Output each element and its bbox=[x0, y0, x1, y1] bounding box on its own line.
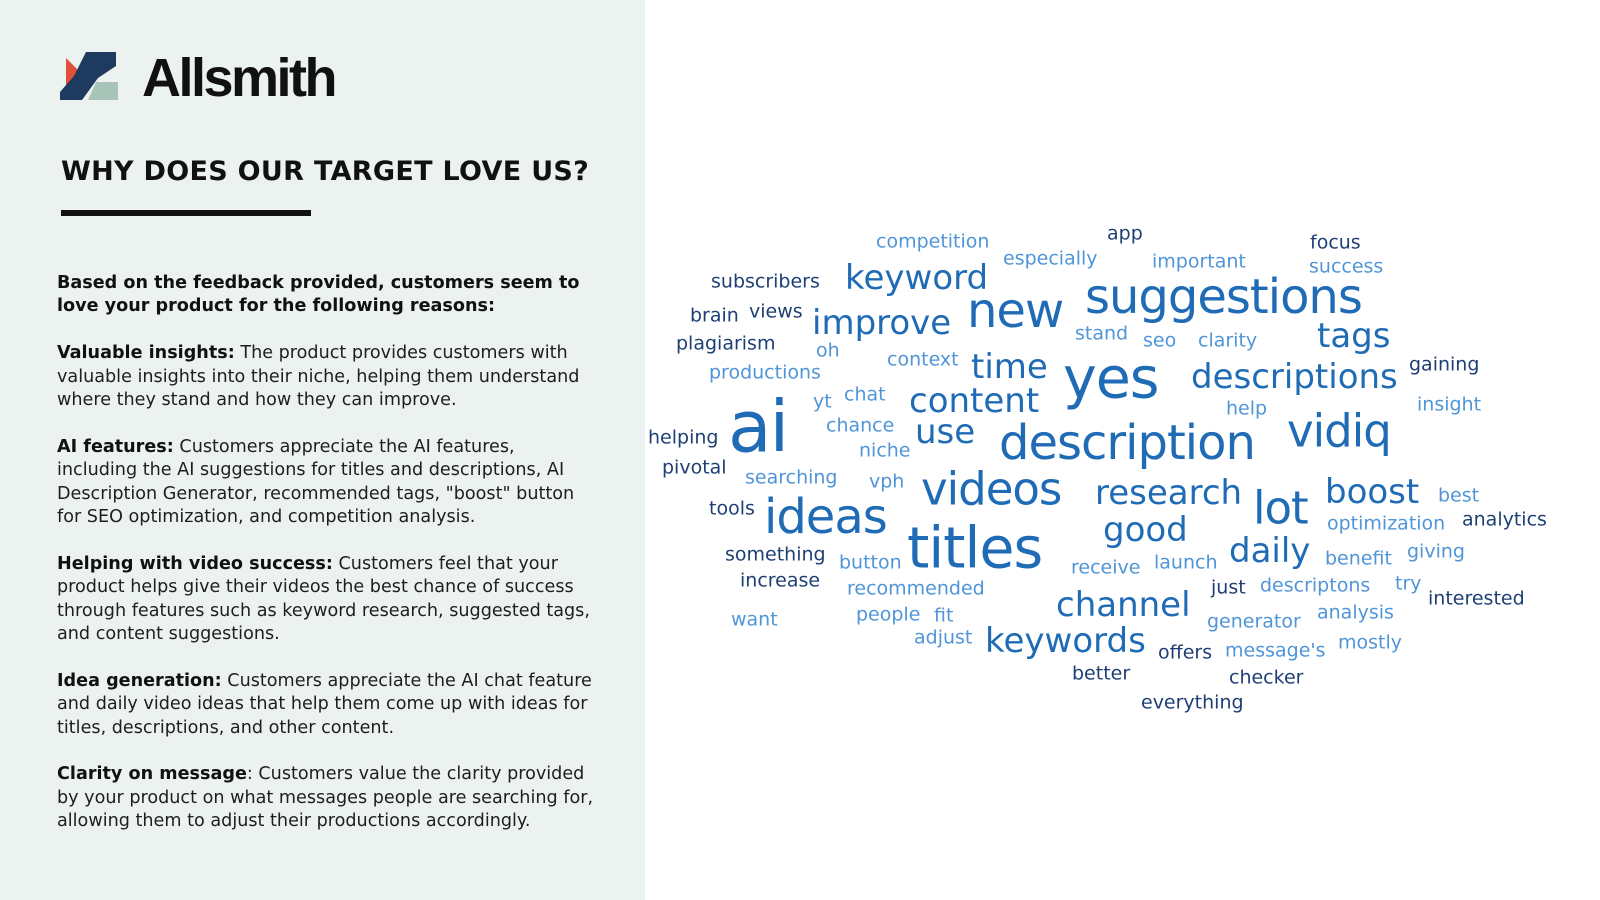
cloud-word-increase: increase bbox=[740, 569, 821, 592]
cloud-word-clarity: clarity bbox=[1198, 329, 1258, 352]
cloud-word-insight: insight bbox=[1417, 393, 1482, 416]
cloud-word-views: views bbox=[749, 300, 803, 323]
cloud-word-success: success bbox=[1309, 255, 1384, 278]
cloud-word-titles: titles bbox=[907, 515, 1043, 582]
cloud-word-keyword: keyword bbox=[845, 258, 989, 298]
reason-title: AI features: bbox=[57, 436, 174, 457]
cloud-word-offers: offers bbox=[1158, 641, 1213, 664]
cloud-word-brain: brain bbox=[690, 304, 739, 327]
reason-paragraph bbox=[57, 670, 597, 740]
cloud-word-chat: chat bbox=[844, 383, 886, 406]
cloud-word-yes: yes bbox=[1063, 345, 1159, 412]
cloud-word-focus: focus bbox=[1310, 231, 1361, 254]
cloud-word-stand: stand bbox=[1075, 322, 1129, 345]
cloud-word-use: use bbox=[915, 412, 976, 452]
cloud-word-fit: fit bbox=[934, 604, 954, 627]
cloud-word-productions: productions bbox=[709, 361, 821, 384]
cloud-word-better: better bbox=[1072, 662, 1131, 685]
cloud-word-content: content bbox=[909, 381, 1040, 421]
cloud-word-important: important bbox=[1152, 250, 1246, 273]
cloud-word-suggestions: suggestions bbox=[1085, 269, 1362, 325]
cloud-word-especially: especially bbox=[1003, 247, 1098, 270]
cloud-word-everything: everything bbox=[1141, 691, 1244, 714]
reason-title: Valuable insights: bbox=[57, 343, 235, 364]
allsmith-logo-mark-icon bbox=[60, 52, 120, 104]
reason-paragraph bbox=[57, 763, 597, 833]
cloud-word-chance: chance bbox=[826, 414, 895, 437]
page-title: WHY DOES OUR TARGET LOVE US? bbox=[61, 156, 590, 187]
cloud-word-niche: niche bbox=[859, 439, 911, 462]
cloud-word-best: best bbox=[1438, 484, 1480, 507]
reason-title: Idea generation: bbox=[57, 670, 222, 691]
cloud-word-ai: ai bbox=[728, 385, 788, 469]
cloud-word-recommended: recommended bbox=[847, 577, 985, 600]
cloud-word-adjust: adjust bbox=[914, 626, 973, 649]
cloud-word-analysis: analysis bbox=[1317, 601, 1394, 624]
cloud-word-gaining: gaining bbox=[1409, 353, 1480, 376]
cloud-word-benefit: benefit bbox=[1325, 547, 1392, 570]
cloud-word-message-s: message's bbox=[1225, 639, 1326, 662]
cloud-word-searching: searching bbox=[745, 466, 838, 489]
reason-text: Customers feel that your product helps give their videos the best chance of success through features such as keyword research, suggested tags, and content suggestions. bbox=[57, 553, 590, 645]
cloud-word-optimization: optimization bbox=[1327, 512, 1446, 535]
cloud-word-new: new bbox=[967, 283, 1064, 339]
reason-paragraph bbox=[57, 342, 597, 412]
cloud-word-good: good bbox=[1103, 510, 1188, 550]
cloud-word-receive: receive bbox=[1071, 556, 1141, 579]
left-panel bbox=[0, 0, 645, 900]
title-underline bbox=[61, 210, 311, 216]
cloud-word-something: something bbox=[725, 543, 826, 566]
cloud-word-videos: videos bbox=[921, 462, 1062, 516]
cloud-word-subscribers: subscribers bbox=[711, 270, 820, 293]
cloud-word-ideas: ideas bbox=[764, 489, 887, 545]
cloud-word-yt: yt bbox=[813, 390, 832, 413]
cloud-word-context: context bbox=[887, 348, 959, 371]
reason-paragraph bbox=[57, 553, 597, 647]
cloud-word-keywords: keywords bbox=[985, 621, 1146, 661]
cloud-word-description: description bbox=[999, 415, 1255, 471]
cloud-word-helping: helping bbox=[648, 426, 719, 449]
brand-logo bbox=[60, 48, 336, 108]
reason-paragraph bbox=[57, 436, 597, 530]
cloud-word-pivotal: pivotal bbox=[662, 456, 727, 479]
cloud-word-research: research bbox=[1095, 473, 1243, 513]
cloud-word-boost: boost bbox=[1325, 472, 1420, 512]
reason-title: Helping with video success: bbox=[57, 553, 333, 574]
cloud-word-competition: competition bbox=[876, 230, 990, 253]
brand-name: Allsmith bbox=[142, 48, 336, 108]
cloud-word-checker: checker bbox=[1229, 666, 1304, 689]
cloud-word-launch: launch bbox=[1154, 551, 1218, 574]
cloud-word-try: try bbox=[1395, 572, 1422, 595]
cloud-word-plagiarism: plagiarism bbox=[676, 332, 776, 355]
reason-text: Customers appreciate the AI features, including the AI suggestions for titles and descriptions, AI Description Generator, recommended tags, "boost" button for SEO optimization, and competition analysis. bbox=[57, 436, 575, 528]
cloud-word-time: time bbox=[971, 347, 1048, 387]
cloud-word-descriptons: descriptons bbox=[1260, 574, 1371, 597]
cloud-word-vidiq: vidiq bbox=[1287, 404, 1391, 458]
reason-text: The product provides customers with valuable insights into their niche, helping them understand where they stand and how they can improve. bbox=[57, 343, 580, 411]
cloud-word-help: help bbox=[1226, 397, 1268, 420]
cloud-word-oh: oh bbox=[816, 339, 840, 362]
feedback-summary bbox=[57, 272, 597, 857]
word-cloud bbox=[645, 0, 1600, 900]
cloud-word-daily: daily bbox=[1229, 531, 1311, 571]
cloud-word-people: people bbox=[856, 603, 921, 626]
cloud-word-channel: channel bbox=[1056, 585, 1191, 625]
reason-text: : Customers value the clarity provided by your product on what messages people are searching for, allowing them to adjust their productions accordingly. bbox=[57, 764, 594, 832]
cloud-word-descriptions: descriptions bbox=[1191, 357, 1398, 397]
cloud-word-generator: generator bbox=[1207, 610, 1301, 633]
reason-text: Customers appreciate the AI chat feature and daily video ideas that help them come up with ideas for titles, descriptions, and other content. bbox=[57, 670, 592, 738]
cloud-word-seo: seo bbox=[1143, 329, 1177, 352]
cloud-word-want: want bbox=[731, 608, 778, 631]
cloud-word-improve: improve bbox=[812, 303, 952, 343]
cloud-word-app: app bbox=[1107, 222, 1143, 245]
cloud-word-tools: tools bbox=[709, 497, 755, 520]
cloud-word-lot: lot bbox=[1253, 481, 1308, 535]
cloud-word-analytics: analytics bbox=[1462, 508, 1547, 531]
cloud-word-vph: vph bbox=[869, 470, 905, 493]
cloud-word-just: just bbox=[1211, 576, 1246, 599]
intro-paragraph: Based on the feedback provided, customers seem to love your product for the following reasons: bbox=[57, 273, 580, 317]
cloud-word-mostly: mostly bbox=[1338, 631, 1403, 654]
cloud-word-interested: interested bbox=[1428, 587, 1525, 610]
cloud-word-tags: tags bbox=[1317, 316, 1391, 356]
reason-title: Clarity on message bbox=[57, 764, 247, 785]
cloud-word-giving: giving bbox=[1407, 540, 1465, 563]
cloud-word-button: button bbox=[839, 551, 902, 574]
